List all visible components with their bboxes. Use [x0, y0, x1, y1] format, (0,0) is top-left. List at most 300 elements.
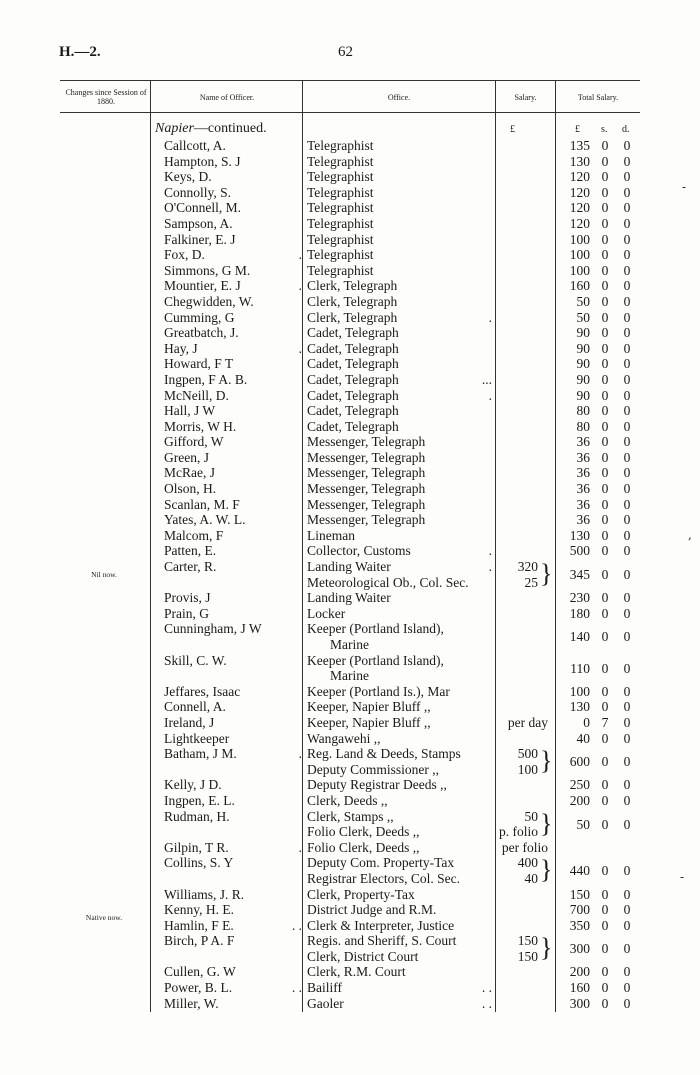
- total-pounds: 180: [569, 605, 590, 621]
- office-title: Messenger, Telegraph: [307, 512, 426, 528]
- total-shillings: 0: [601, 964, 609, 980]
- header-bottom-rule: [60, 112, 640, 113]
- brace-mark: }: [540, 746, 553, 776]
- table-row: [0, 684, 700, 700]
- total-pence: 0: [623, 247, 631, 263]
- office-title: Telegraphist: [307, 184, 374, 200]
- total-shillings: 0: [601, 777, 609, 793]
- total-pence: 0: [623, 714, 631, 730]
- office-title: District Judge and R.M.: [307, 902, 437, 918]
- change-note: Nil now.: [91, 570, 117, 580]
- total-pence: 0: [623, 863, 631, 879]
- officer-name: Olson, H.: [164, 481, 217, 497]
- total-shillings: 0: [601, 730, 609, 746]
- total-pence: 0: [623, 325, 631, 341]
- total-pounds: 700: [569, 902, 590, 918]
- leader-dots: . .: [481, 995, 492, 1011]
- office-title: Deputy Commissioner ,,: [307, 761, 439, 777]
- table-row: [0, 185, 700, 201]
- officer-name: Ingpen, F A. B.: [164, 371, 248, 387]
- officer-name: Power, B. L.: [164, 980, 233, 996]
- officer-name: Callcott, A.: [164, 138, 226, 153]
- total-pence: 0: [623, 683, 631, 699]
- total-shillings: 0: [601, 309, 609, 325]
- total-pounds: 50: [576, 816, 590, 832]
- total-shillings: 0: [601, 941, 609, 957]
- table-row: [0, 294, 700, 310]
- table-row: [0, 465, 700, 481]
- office-title: Registrar Electors, Col. Sec.: [307, 870, 460, 886]
- total-pounds: 140: [569, 629, 590, 645]
- total-pounds: 90: [576, 387, 590, 403]
- total-shillings: 0: [601, 387, 609, 403]
- total-shillings: 0: [601, 449, 609, 465]
- total-shillings: 0: [601, 184, 609, 200]
- office-title: Clerk, District Court: [307, 948, 419, 964]
- table-row: [0, 887, 700, 903]
- total-pounds: 40: [576, 730, 590, 746]
- shillings-unit: s.: [601, 124, 608, 135]
- office-title: Folio Clerk, Deeds ,,: [307, 824, 420, 840]
- office-title: Telegraphist: [307, 262, 374, 278]
- total-pence: 0: [623, 886, 631, 902]
- total-pence: 0: [623, 387, 631, 403]
- total-pence: 0: [623, 543, 631, 559]
- officer-name: Connolly, S.: [164, 184, 232, 200]
- total-shillings: 0: [601, 863, 609, 879]
- total-pounds: 250: [569, 777, 590, 793]
- total-pence: 0: [623, 340, 631, 356]
- total-pounds: 90: [576, 325, 590, 341]
- total-shillings: 0: [601, 886, 609, 902]
- table-row: [0, 216, 700, 232]
- table-top-rule: [60, 80, 640, 81]
- table-row: [0, 559, 700, 590]
- salary-currency: £: [510, 124, 515, 135]
- total-shillings: 0: [601, 325, 609, 341]
- total-shillings: 0: [601, 153, 609, 169]
- office-title: Telegraphist: [307, 231, 374, 247]
- total-pounds: 90: [576, 356, 590, 372]
- officer-name: Ireland, J: [164, 714, 215, 730]
- total-pence: 0: [623, 231, 631, 247]
- table-row: [0, 590, 700, 606]
- officer-name: Batham, J M.: [164, 746, 237, 762]
- table-row: [0, 356, 700, 372]
- salary-amount: 40: [524, 870, 538, 886]
- table-row: [0, 169, 700, 185]
- officer-name: Kelly, J D.: [164, 777, 222, 793]
- office-title: Meteorological Ob., Col. Sec.: [307, 574, 469, 590]
- brace-mark: }: [540, 933, 553, 963]
- pounds-unit: £: [575, 124, 580, 135]
- total-shillings: 0: [601, 215, 609, 231]
- total-pence: 0: [623, 995, 631, 1011]
- table-row: [0, 996, 700, 1012]
- office-title: Telegraphist: [307, 215, 374, 231]
- officer-name: Birch, P A. F: [164, 933, 235, 949]
- total-shillings: 0: [601, 278, 609, 294]
- total-shillings: 0: [601, 138, 609, 153]
- total-pence: 0: [623, 730, 631, 746]
- table-row: [0, 715, 700, 731]
- total-pounds: 130: [569, 153, 590, 169]
- office-title: Telegraphist: [307, 153, 374, 169]
- total-pence: 0: [623, 403, 631, 419]
- total-pence: 0: [623, 138, 631, 153]
- leader-dots: .: [488, 559, 492, 575]
- officer-name: Falkiner, E. J: [164, 231, 236, 247]
- total-pence: 0: [623, 629, 631, 645]
- table-row: [0, 855, 700, 886]
- total-shillings: 0: [601, 980, 609, 996]
- officer-name: Green, J: [164, 449, 209, 465]
- total-shillings: 0: [601, 816, 609, 832]
- total-pence: 0: [623, 449, 631, 465]
- table-row: [0, 310, 700, 326]
- officer-name: Gifford, W: [164, 434, 224, 450]
- total-shillings: 0: [601, 605, 609, 621]
- total-pounds: 120: [569, 169, 590, 185]
- officer-name: Cunningham, J W: [164, 621, 262, 637]
- office-title: Clerk, Telegraph: [307, 309, 398, 325]
- table-row: [0, 621, 700, 652]
- office-title: Messenger, Telegraph: [307, 465, 426, 481]
- officer-name: Hampton, S. J: [164, 153, 241, 169]
- total-pence: 0: [623, 512, 631, 528]
- table-row: [0, 434, 700, 450]
- officer-name: Malcom, F: [164, 527, 224, 543]
- officer-name: Ingpen, E. L.: [164, 792, 235, 808]
- total-pence: 0: [623, 699, 631, 715]
- total-shillings: 0: [601, 629, 609, 645]
- total-shillings: 0: [601, 231, 609, 247]
- total-shillings: 0: [601, 371, 609, 387]
- office-title: Keeper (Portland Island),: [307, 652, 444, 668]
- office-title: Keeper (Portland Island),: [307, 621, 444, 637]
- total-pounds: 0: [583, 714, 590, 730]
- officer-name: Keys, D.: [164, 169, 212, 185]
- section-continued: —continued.: [193, 121, 267, 136]
- office-title: Folio Clerk, Deeds ,,: [307, 839, 420, 855]
- office-title: Bailiff: [307, 980, 342, 996]
- total-pence: 0: [623, 660, 631, 676]
- total-pence: 0: [623, 902, 631, 918]
- table-row: [0, 403, 700, 419]
- officer-name: Miller, W.: [164, 995, 219, 1011]
- officer-name: Patten, E.: [164, 543, 217, 559]
- total-shillings: 7: [601, 714, 609, 730]
- total-shillings: 0: [601, 262, 609, 278]
- brace-mark: }: [540, 855, 553, 885]
- total-pounds: 300: [569, 995, 590, 1011]
- total-pounds: 80: [576, 403, 590, 419]
- header-total-salary: Total Salary.: [577, 92, 619, 102]
- total-pence: 0: [623, 309, 631, 325]
- total-shillings: 0: [601, 792, 609, 808]
- total-pounds: 50: [576, 293, 590, 309]
- salary-amount: per day: [507, 714, 548, 730]
- officer-name: Howard, F T: [164, 356, 234, 372]
- officer-name: O'Connell, M.: [164, 200, 242, 216]
- officer-name: Cullen, G. W: [164, 964, 236, 980]
- total-pounds: 440: [569, 863, 590, 879]
- total-pounds: 36: [576, 449, 590, 465]
- officer-name: Cumming, G: [164, 309, 235, 325]
- total-shillings: 0: [601, 293, 609, 309]
- office-title: Reg. Land & Deeds, Stamps: [307, 746, 461, 762]
- salary-amount: 500: [517, 746, 538, 762]
- change-note: Native now.: [85, 913, 123, 923]
- total-pounds: 345: [569, 567, 590, 583]
- office-title: Cadet, Telegraph: [307, 371, 399, 387]
- table-row: [0, 419, 700, 435]
- total-pounds: 100: [569, 683, 590, 699]
- table-row: [0, 980, 700, 996]
- total-pence: 0: [623, 777, 631, 793]
- total-pence: 0: [623, 465, 631, 481]
- total-pounds: 36: [576, 496, 590, 512]
- total-shillings: 0: [601, 418, 609, 434]
- total-pence: 0: [623, 418, 631, 434]
- office-title: Messenger, Telegraph: [307, 496, 426, 512]
- total-pounds: 90: [576, 340, 590, 356]
- salary-amount: 25: [524, 574, 538, 590]
- total-pence: 0: [623, 153, 631, 169]
- officer-name: Jeffares, Isaac: [164, 683, 241, 699]
- officer-name: Collins, S. Y: [164, 855, 234, 871]
- margin-mark: -: [680, 870, 685, 884]
- total-pence: 0: [623, 496, 631, 512]
- total-pounds: 36: [576, 434, 590, 450]
- table-row: [0, 746, 700, 777]
- total-pounds: 100: [569, 231, 590, 247]
- section-place: Napier: [155, 121, 194, 136]
- total-shillings: 0: [601, 567, 609, 583]
- total-pounds: 130: [569, 527, 590, 543]
- total-shillings: 0: [601, 512, 609, 528]
- total-pounds: 80: [576, 418, 590, 434]
- total-shillings: 0: [601, 465, 609, 481]
- total-pounds: 130: [569, 699, 590, 715]
- officer-name: Hall, J W: [164, 403, 216, 419]
- total-pence: 0: [623, 481, 631, 497]
- leader-dots: . .: [291, 980, 302, 996]
- table-row: [0, 232, 700, 248]
- officer-name: Gilpin, T R.: [164, 839, 229, 855]
- total-pence: 0: [623, 184, 631, 200]
- table-row: [0, 278, 700, 294]
- total-shillings: 0: [601, 356, 609, 372]
- officer-name: Skill, C. W.: [164, 652, 227, 668]
- table-row: [0, 933, 700, 964]
- office-title: Telegraphist: [307, 247, 374, 263]
- table-row: [0, 450, 700, 466]
- leader-dots: .: [298, 278, 302, 294]
- salary-amount: 150: [517, 933, 538, 949]
- total-shillings: 0: [601, 660, 609, 676]
- margin-mark: -: [682, 180, 687, 194]
- table-row: [0, 809, 700, 840]
- office-title: Clerk, Property-Tax: [307, 886, 415, 902]
- table-row: [0, 699, 700, 715]
- table-row: [0, 372, 700, 388]
- total-shillings: 0: [601, 699, 609, 715]
- table-row: [0, 154, 700, 170]
- page-reference: H.—2.: [59, 44, 101, 60]
- salary-amount: 400: [517, 855, 538, 871]
- total-shillings: 0: [601, 917, 609, 933]
- office-title: Deputy Registrar Deeds ,,: [307, 777, 447, 793]
- officer-name: McNeill, D.: [164, 387, 229, 403]
- total-pounds: 160: [569, 278, 590, 294]
- table-row: [0, 200, 700, 216]
- total-pounds: 36: [576, 481, 590, 497]
- officer-table-body: [0, 138, 700, 1011]
- header-name: Name of Officer.: [199, 92, 255, 102]
- salary-amount: p. folio: [499, 824, 538, 840]
- officer-name: Carter, R.: [164, 559, 217, 575]
- officer-name: Connell, A.: [164, 699, 226, 715]
- page-number: 62: [338, 44, 353, 60]
- total-pence: 0: [623, 754, 631, 770]
- total-pence: 0: [623, 262, 631, 278]
- total-pounds: 100: [569, 247, 590, 263]
- total-shillings: 0: [601, 543, 609, 559]
- table-row: [0, 793, 700, 809]
- office-title: Telegraphist: [307, 200, 374, 216]
- table-row: [0, 138, 700, 154]
- office-title: Clerk, R.M. Court: [307, 964, 406, 980]
- officer-name: Greatbatch, J.: [164, 325, 239, 341]
- office-title: Clerk, Telegraph: [307, 278, 398, 294]
- total-pence: 0: [623, 816, 631, 832]
- office-title: Deputy Com. Property-Tax: [307, 855, 455, 871]
- office-title: Wangawehi ,,: [307, 730, 381, 746]
- salary-amount: 50: [524, 808, 538, 824]
- leader-dots: ...: [481, 371, 492, 387]
- office-title: Cadet, Telegraph: [307, 387, 399, 403]
- total-pence: 0: [623, 980, 631, 996]
- table-row: [0, 528, 700, 544]
- table-row: [0, 731, 700, 747]
- total-pence: 0: [623, 371, 631, 387]
- salary-amount: 150: [517, 948, 538, 964]
- officer-name: McRae, J: [164, 465, 215, 481]
- office-title: Messenger, Telegraph: [307, 449, 426, 465]
- officer-name: Scanlan, M. F: [164, 496, 240, 512]
- office-title: Keeper, Napier Bluff ,,: [307, 714, 431, 730]
- brace-mark: }: [540, 559, 553, 589]
- header-changes: Changes since Session of 1880.: [65, 88, 147, 106]
- officer-name: Williams, J. R.: [164, 886, 245, 902]
- total-pence: 0: [623, 590, 631, 606]
- total-shillings: 0: [601, 902, 609, 918]
- office-title: Marine: [330, 637, 369, 652]
- salary-amount: per folio: [501, 839, 548, 855]
- total-pounds: 200: [569, 964, 590, 980]
- total-pounds: 50: [576, 309, 590, 325]
- total-pence: 0: [623, 527, 631, 543]
- officer-name: Morris, W H.: [164, 418, 237, 434]
- officer-name: Yates, A. W. L.: [164, 512, 246, 528]
- officer-name: Simmons, G M.: [164, 262, 251, 278]
- total-pounds: 100: [569, 262, 590, 278]
- office-title: Regis. and Sheriff, S. Court: [307, 933, 457, 949]
- officer-name: Lightkeeper: [164, 730, 230, 746]
- leader-dots: .: [488, 543, 492, 559]
- office-title: Landing Waiter: [307, 590, 391, 606]
- total-pounds: 300: [569, 941, 590, 957]
- table-row: [0, 263, 700, 279]
- total-shillings: 0: [601, 590, 609, 606]
- total-pence: 0: [623, 434, 631, 450]
- leader-dots: . .: [291, 917, 302, 933]
- office-title: Locker: [307, 605, 346, 621]
- office-title: Keeper (Portland Is.), Mar: [307, 683, 450, 699]
- total-pence: 0: [623, 792, 631, 808]
- total-pounds: 135: [569, 138, 590, 153]
- total-shillings: 0: [601, 247, 609, 263]
- total-shillings: 0: [601, 434, 609, 450]
- salary-amount: 100: [517, 761, 538, 777]
- total-pounds: 500: [569, 543, 590, 559]
- office-title: Cadet, Telegraph: [307, 356, 399, 372]
- officer-name: Hamlin, F E.: [164, 917, 234, 933]
- total-pounds: 110: [570, 660, 590, 676]
- total-shillings: 0: [601, 754, 609, 770]
- section-subheading: [155, 121, 267, 137]
- leader-dots: .: [298, 746, 302, 762]
- total-pence: 0: [623, 293, 631, 309]
- office-title: Telegraphist: [307, 138, 374, 153]
- total-pence: 0: [623, 278, 631, 294]
- total-pounds: 120: [569, 184, 590, 200]
- total-pounds: 36: [576, 465, 590, 481]
- office-title: Messenger, Telegraph: [307, 481, 426, 497]
- total-shillings: 0: [601, 527, 609, 543]
- office-title: Clerk & Interpreter, Justice: [307, 917, 455, 933]
- total-pence: 0: [623, 567, 631, 583]
- total-shillings: 0: [601, 200, 609, 216]
- officer-name: Provis, J: [164, 590, 211, 606]
- officer-name: Prain, G: [164, 605, 209, 621]
- leader-dots: .: [488, 387, 492, 403]
- office-title: Clerk, Stamps ,,: [307, 808, 394, 824]
- total-shillings: 0: [601, 481, 609, 497]
- office-title: Keeper, Napier Bluff ,,: [307, 699, 431, 715]
- table-row: [0, 481, 700, 497]
- table-row: [0, 325, 700, 341]
- total-shillings: 0: [601, 340, 609, 356]
- total-pence: 0: [623, 200, 631, 216]
- table-row: [0, 341, 700, 357]
- table-row: [0, 388, 700, 404]
- total-pence: 0: [623, 215, 631, 231]
- total-pounds: 150: [569, 886, 590, 902]
- total-pence: 0: [623, 917, 631, 933]
- office-title: Clerk, Deeds ,,: [307, 792, 388, 808]
- office-title: Cadet, Telegraph: [307, 403, 399, 419]
- total-pounds: 90: [576, 371, 590, 387]
- total-pounds: 600: [569, 754, 590, 770]
- officer-name: Rudman, H.: [164, 808, 230, 824]
- brace-mark: }: [540, 808, 553, 838]
- total-pence: 0: [623, 941, 631, 957]
- total-pence: 0: [623, 605, 631, 621]
- office-title: Gaoler: [307, 995, 344, 1011]
- total-pounds: 350: [569, 917, 590, 933]
